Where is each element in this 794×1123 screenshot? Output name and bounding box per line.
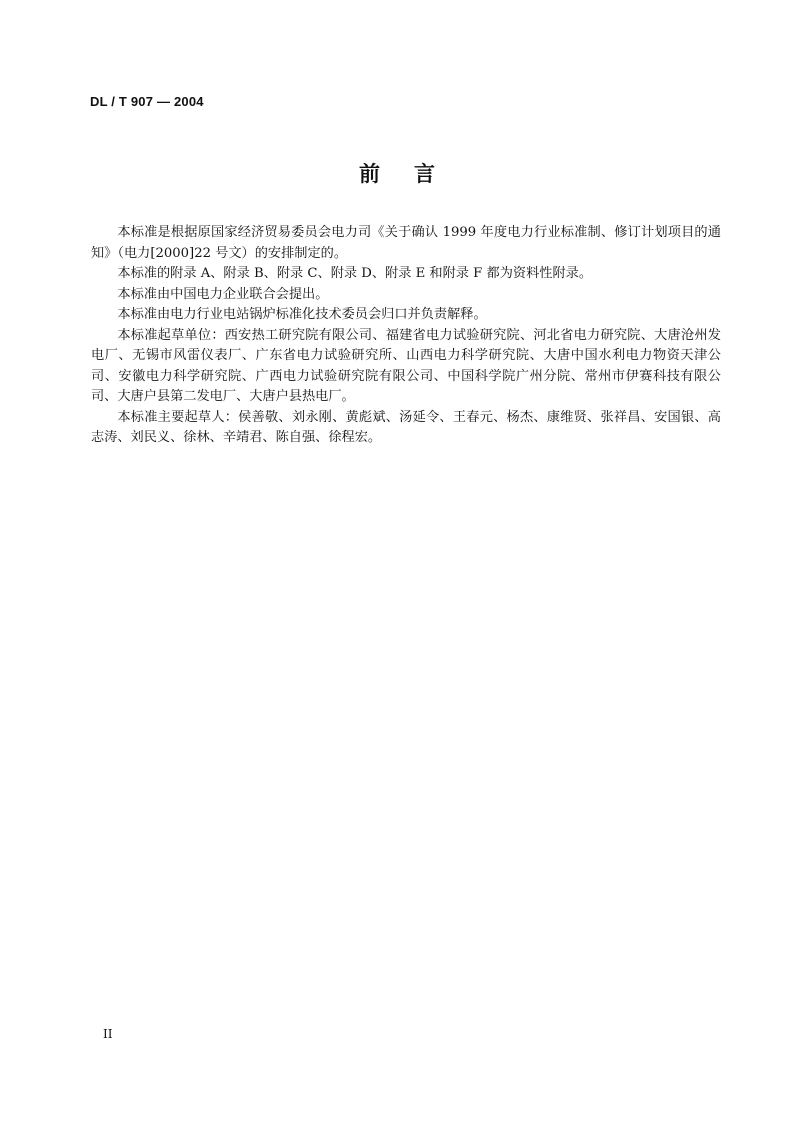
paragraph-proposer: 本标准由中国电力企业联合会提出。 — [117, 286, 329, 302]
foreword-body — [91, 223, 721, 449]
standard-code: DL / T 907 — 2004 — [90, 94, 204, 109]
paragraph-drafters: 本标准主要起草人：侯善敬、刘永刚、黄彪斌、汤延令、王春元、杨杰、康维贤、张祥昌、安国银、高志涛、刘民义、徐林、辛靖君、陈自强、徐程宏。 — [91, 409, 721, 445]
page-title: 前言 — [359, 162, 469, 186]
paragraph-administrator: 本标准由电力行业电站锅炉标准化技术委员会归口并负责解释。 — [117, 307, 487, 322]
paragraph-basis: 本标准是根据原国家经济贸易委员会电力司《关于确认 1999 年度电力行业标准制、修订计划项目的通知》（电力[2000]22 号文）的安排制定的。 — [91, 225, 721, 261]
paragraph-drafting-units: 本标准起草单位：西安热工研究院有限公司、福建省电力试验研究院、河北省电力研究院、大唐沧州发电厂、无锡市风雷仪表厂、广东省电力试验研究所、山西电力科学研究院、大唐中国水利电力物资天津公司、安徽电力科学研究院、广西电力试验研究院有限公司、中国科学院广州分院、常州市伊赛科技有限公司、大唐户县第二发电厂、大唐户县热电厂。 — [91, 327, 721, 404]
page-number: II — [103, 1027, 113, 1041]
paragraph-appendices: 本标准的附录 A、附录 B、附录 C、附录 D、附录 E 和附录 F 都为资料性附录。 — [117, 266, 593, 281]
